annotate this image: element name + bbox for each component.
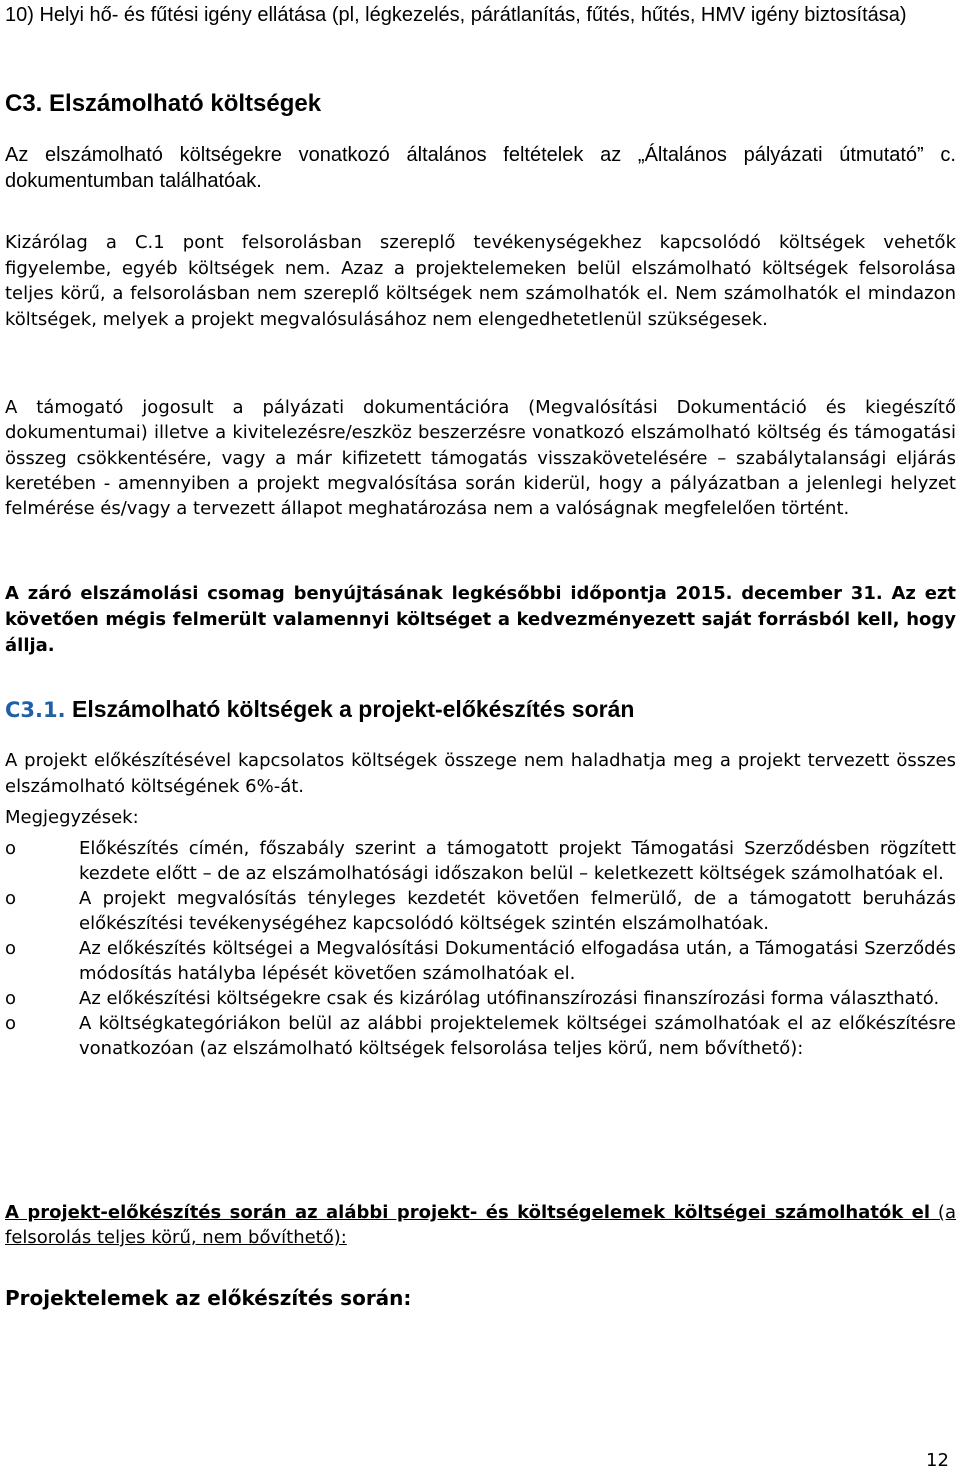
section-heading-c3: C3. Elszámolható költségek	[5, 90, 322, 117]
deadline-paragraph: A záró elszámolási csomag benyújtásának legkésőbbi időpontja 2015. december 31. Az ezt követően mégis felmerült valamennyi költséget a kedvezményezett saját forrásból kell, hogy állja.	[5, 583, 956, 656]
list-item	[5, 986, 956, 1011]
list-item	[5, 1011, 956, 1061]
preparation-cost-paragraph: A projekt előkészítésével kapcsolatos költségek összege nem haladhatja meg a projekt tervezett összes elszámolható költségének 6%-át.	[5, 750, 956, 797]
list-item-10: 10) Helyi hő- és fűtési igény ellátása (pl, légkezelés, párátlanítás, fűtés, hűtés, HMV igény biztosítása)	[5, 4, 907, 26]
project-elements-subheading: Projektelemek az előkészítés során:	[5, 1286, 412, 1310]
list-item	[5, 836, 956, 886]
note-text: Előkészítés címén, főszabály szerint a támogatott projekt Támogatási Szerződésben rögzített kezdete előtt – de az elszámolhatósági időszakon belül – keletkezett költségek számolhatóak el.	[79, 838, 956, 884]
cost-elements-paragraph	[5, 1200, 956, 1250]
bullet-marker: o	[5, 988, 17, 1009]
section-heading-c3-1	[5, 694, 634, 725]
cost-elements-note: (a felsorolás teljes körű, nem bővíthető):	[5, 1202, 956, 1248]
note-text: Az előkészítés költségei a Megvalósítási Dokumentáció elfogadása után, a Támogatási Szerződés módosítás hatályba lépését követően számolhatóak el.	[79, 938, 956, 984]
note-text: Az előkészítési költségekre csak és kizárólag utófinanszírozási finanszírozási forma választható.	[79, 988, 940, 1009]
note-text: A költségkategóriákon belül az alábbi projektelemek költségei számolhatóak el az előkészítésre vonatkozóan (az elszámolható költségek felsorolása teljes körű, nem bővíthető):	[79, 1013, 956, 1059]
notes-label: Megjegyzések:	[5, 807, 139, 828]
notes-list	[5, 836, 956, 1061]
note-text: A projekt megvalósítás tényleges kezdetét követően felmerülő, de a támogatott beruházás előkészítési tevékenységéhez kapcsolódó költségek szintén elszámolhatóak.	[79, 888, 956, 934]
bullet-marker: o	[5, 888, 17, 909]
page-number: 12	[926, 1450, 949, 1471]
bullet-marker: o	[5, 1013, 17, 1034]
cost-elements-bold: A projekt-előkészítés során az alábbi projekt- és költségelemek költségei számolhatók el	[5, 1202, 931, 1223]
bullet-marker: o	[5, 938, 17, 959]
c3-intro-paragraph: Az elszámolható költségekre vonatkozó általános feltételek az „Általános pályázati útmutató” c. dokumentumban találhatóak.	[5, 144, 956, 192]
reduction-paragraph: A támogató jogosult a pályázati dokumentációra (Megvalósítási Dokumentáció és kiegészítő dokumentumai) illetve a kivitelezésre/eszköz beszerzésre vonatkozó elszámolható költség és támogatási összeg csökkentésére, vagy a már kifizetett támogatás visszakövetelésére – szabálytalansági eljárás keretében - amennyiben a projekt megvalósítása során kiderül, hogy a pályázatban a jelenlegi helyzet felmérése és/vagy a tervezett állapot meghatározása nem a valóságnak megfelelően történt.	[5, 397, 956, 520]
list-item	[5, 886, 956, 936]
section-number: C3.1.	[5, 698, 66, 722]
eligibility-paragraph: Kizárólag a C.1 pont felsorolásban szereplő tevékenységekhez kapcsolódó költségek vehetők figyelembe, egyéb költségek nem. Azaz a projektelemeken belül elszámolható költségek felsorolása teljes körű, a felsorolásban nem szereplő költségek nem számolhatók el. Nem számolhatók el mindazon költségek, melyek a projekt megvalósulásához nem elengedhetetlenül szükségesek.	[5, 232, 956, 330]
list-item	[5, 936, 956, 986]
section-title: Elszámolható költségek a projekt-előkészítés során	[65, 696, 635, 722]
bullet-marker: o	[5, 838, 17, 859]
